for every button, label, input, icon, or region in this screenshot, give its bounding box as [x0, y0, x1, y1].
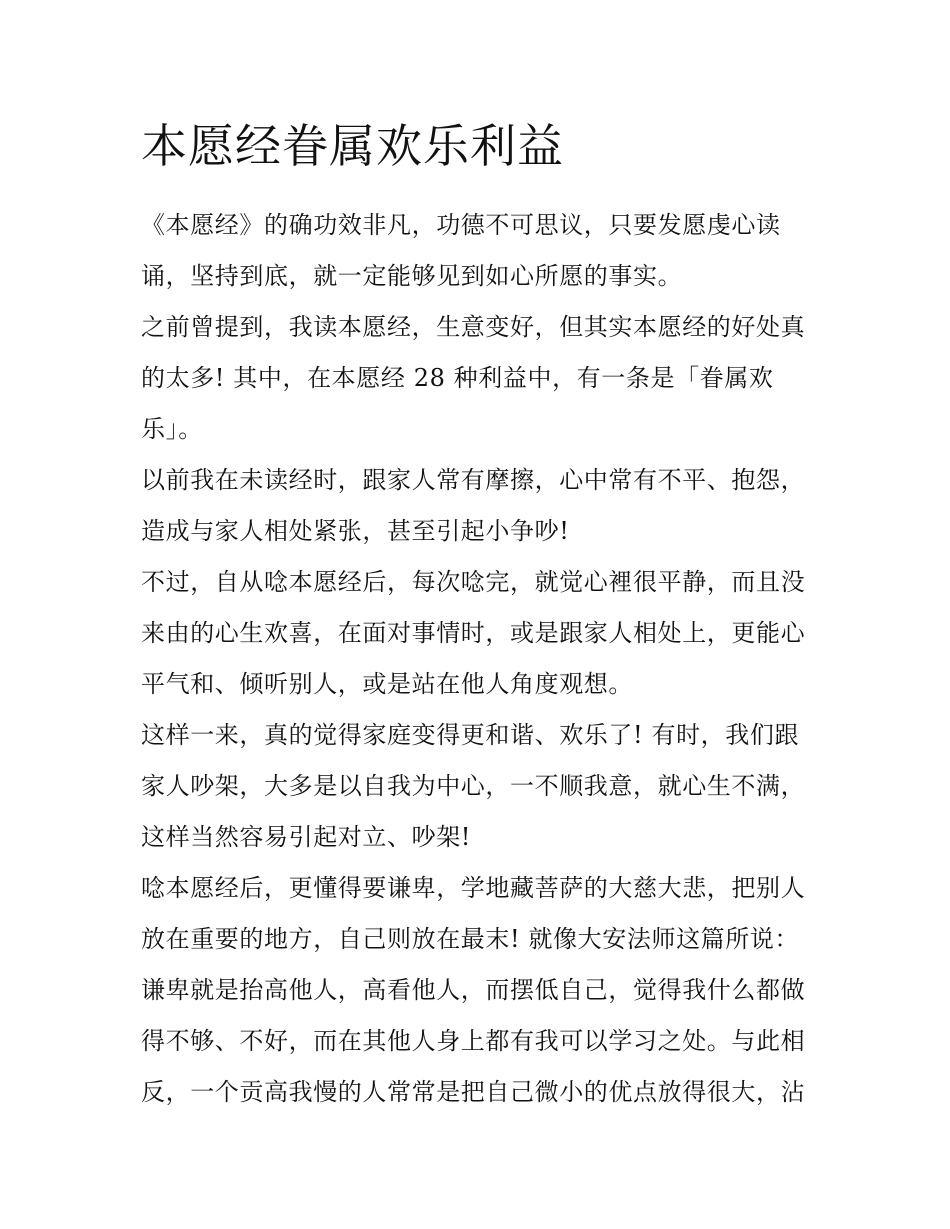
- paragraph-1: 《本愿经》的确功效非凡，功德不可思议，只要发愿虔心读诵，坚持到底，就一定能够见到如心所愿的事实。: [141, 211, 781, 290]
- document-title: 本愿经眷属欢乐利益: [141, 119, 564, 173]
- paragraph-5: 这样一来，真的觉得家庭变得更和谐、欢乐了! 有时，我们跟家人吵架，大多是以自我为中心，一不顺我意，就心生不满，这样当然容易引起对立、吵架!: [141, 721, 806, 851]
- paragraph-7: 谦卑就是抬高他人，高看他人，而摆低自己，觉得我什么都做得不够、不好，而在其他人身上都有我可以学习之处。与此相反，一个贡高我慢的人常常是把自己微小的优点放得很大，沾: [141, 976, 806, 1106]
- paragraph-6: 唸本愿经后，更懂得要谦卑，学地藏菩萨的大慈大悲，把别人放在重要的地方，自己则放在最末! 就像大安法师这篇所说：: [141, 874, 806, 953]
- paragraph-4: 不过，自从唸本愿经后，每次唸完，就觉心裡很平静，而且没来由的心生欢喜，在面对事情时，或是跟家人相处上，更能心平气和、倾听别人，或是站在他人角度观想。: [141, 568, 806, 698]
- paragraph-3: 以前我在未读经时，跟家人常有摩擦，心中常有不平、抱怨，造成与家人相处紧张，甚至引起小争吵!: [141, 466, 806, 545]
- paragraph-2: 之前曾提到，我读本愿经，生意变好，但其实本愿经的好处真的太多! 其中，在本愿经 28 种利益中，有一条是「眷属欢乐」。: [141, 313, 806, 443]
- document-page: [141, 110, 813, 1118]
